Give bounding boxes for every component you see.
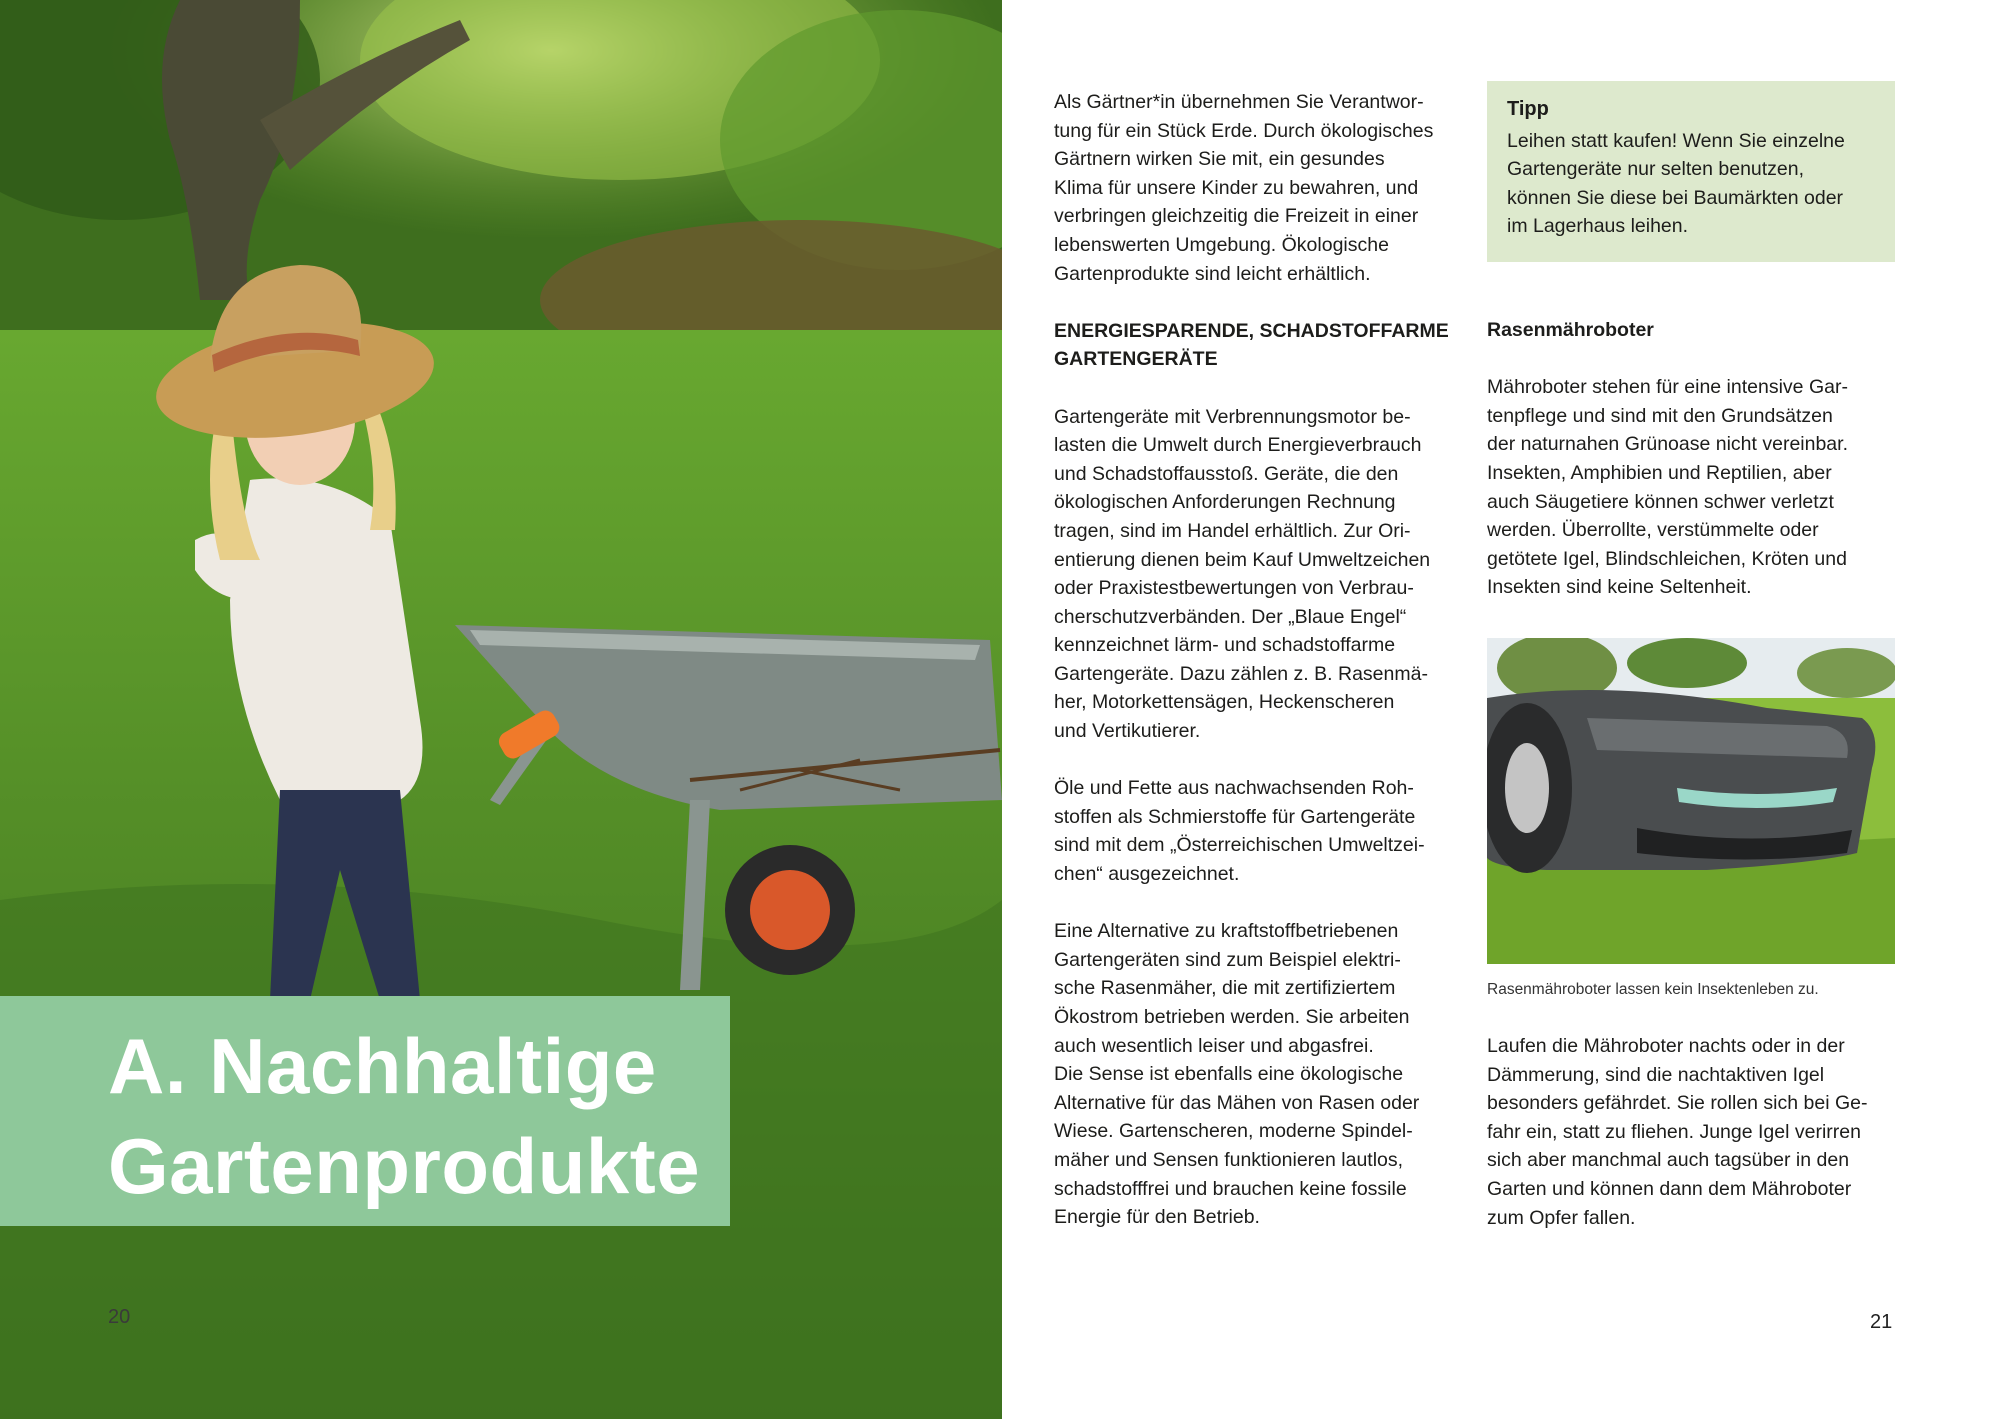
tip-box — [1487, 81, 1895, 262]
photo-caption: Rasenmähroboter lassen kein Insektenleben zu. — [1487, 981, 1819, 998]
intro-paragraph: Als Gärtner*in übernehmen Sie Verantwor- tung für ein Stück Erde. Durch ökologisches Gärtnern wirken Sie mit, ein gesundes Klima für unsere Kinder zu bewahren, und verbringen gleichzeitig die Freizeit in einer lebenswerten Umgebung. Ökologische Gartenprodukte sind leicht erhältlich. — [1054, 91, 1434, 285]
paragraph-mower-robots: Mähroboter stehen für eine intensive Gar- tenpflege und sind mit den Grundsätzen der naturnahen Grünoase nicht vereinbar. Insekten, Amphibien und Reptilien, aber auch Säugetiere können schwer verletzt werden. Überrollte, verstümmelte oder getötete Igel, Blindschleichen, Kröten und Insekten sind keine Seltenheit. — [1487, 376, 1848, 599]
paragraph-combustion-engines: Gartengeräte mit Verbrennungsmotor be- lasten die Umwelt durch Energieverbrauch und Schadstoffausstoß. Geräte, die den ökologischen Anforderungen Rechnung tragen, sind im Handel erhältlich. Zur Ori- entierung dienen beim Kauf Umweltzeichen oder Praxistestbewertungen von Verbrau- cherschutzverbänden. Der „Blaue Engel“ kennzeichnet lärm- und schadstoffarme Gartengeräte. Dazu zählen z. B. Rasenmä- her, Motorkettensägen, Heckenscheren und Vertikutierer. — [1054, 405, 1431, 743]
tip-title: Tipp — [1507, 98, 1549, 120]
section-heading: ENERGIESPARENDE, SCHADSTOFFARME GARTENGERÄTE — [1054, 319, 1449, 371]
tip-text: Leihen statt kaufen! Wenn Sie einzelne Gartengeräte nur selten benutzen, können Sie diese bei Baumärkten oder im Lagerhaus leihen. — [1507, 129, 1845, 238]
mower-robot-photo — [1487, 638, 1895, 964]
mower-robot-heading: Rasenmähroboter — [1487, 319, 1654, 341]
paragraph-lubricants: Öle und Fette aus nachwachsenden Roh- stoffen als Schmierstoffe für Gartengeräte sind mit dem „Österreichischen Umweltzei- chen“ ausgezeichnet. — [1054, 777, 1425, 886]
chapter-title-line-1: A. Nachhaltige — [108, 1022, 657, 1110]
chapter-title-box — [0, 996, 730, 1226]
chapter-title-line-2: Gartenprodukte — [108, 1122, 701, 1210]
page-number-right: 21 — [1870, 1311, 1893, 1333]
text-column-2 — [1487, 316, 1895, 602]
page-number-left: 20 — [108, 1306, 131, 1328]
paragraph-alternatives: Eine Alternative zu kraftstoffbetriebenen Gartengeräten sind zum Beispiel elektri- sche Rasenmäher, die mit zertifiziertem Ökostrom betrieben werden. Sie arbeiten auch wesentlich leiser und abgasfrei. Die Sense ist ebenfalls eine ökologische Alternative für das Mähen von Rasen oder Wiese. Gartenscheren, moderne Spindel- mäher und Sensen funktionieren lautlos, schadstofffrei und brauchen keine fossile Energie für den Betrieb. — [1054, 920, 1420, 1229]
text-column-1 — [1054, 88, 1464, 1232]
paragraph-hedgehogs: Laufen die Mähroboter nachts oder in der Dämmerung, sind die nachtaktiven Igel besonders gefährdet. Sie rollen sich bei Ge- fahr ein, statt zu fliehen. Junge Igel verirren sich aber manchmal auch tagsüber in den Garten und können dann dem Mähroboter zum Opfer fallen. — [1487, 1035, 1868, 1229]
text-column-2-continued — [1487, 1032, 1895, 1232]
